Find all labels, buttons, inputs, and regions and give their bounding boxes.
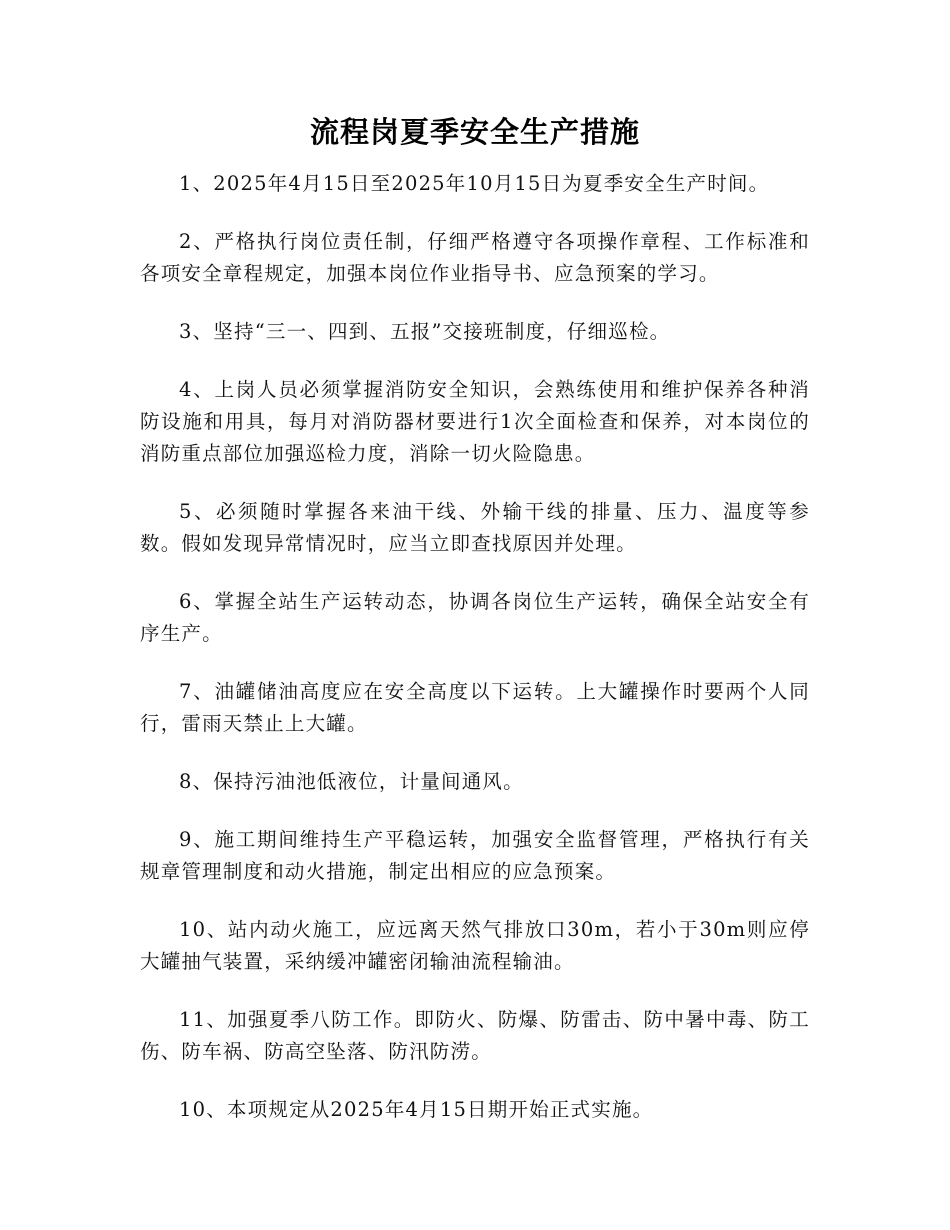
paragraph-6: 6、掌握全站生产运转动态，协调各岗位生产运转，确保全站安全有序生产。 xyxy=(140,590,810,645)
paragraph-12: 10、本项规定从2025年4月15日期开始正式实施。 xyxy=(179,1098,654,1121)
paragraph-9: 9、施工期间维持生产平稳运转，加强安全监督管理，严格执行有关规章管理制度和动火措施，制定出相应的应急预案。 xyxy=(140,828,810,883)
paragraph-1: 1、2025年4月15日至2025年10月15日为夏季安全生产时间。 xyxy=(179,172,770,195)
document-title: 流程岗夏季安全生产措施 xyxy=(309,115,640,149)
paragraph-2: 2、严格执行岗位责任制，仔细严格遵守各项操作章程、工作标准和各项安全章程规定，加强本岗位作业指导书、应急预案的学习。 xyxy=(140,230,810,285)
paragraph-5: 5、必须随时掌握各来油干线、外输干线的排量、压力、温度等参数。假如发现异常情况时，应当立即查找原因并处理。 xyxy=(140,500,810,555)
paragraph-10: 10、站内动火施工，应远离天然气排放口30m，若小于30m则应停大罐抽气装置，采纳缓冲罐密闭输油流程输油。 xyxy=(140,918,810,973)
paragraph-4: 4、上岗人员必须掌握消防安全知识，会熟练使用和维护保养各种消防设施和用具，每月对消防器材要进行1次全面检查和保养，对本岗位的消防重点部位加强巡检力度，消除一切火险隐患。 xyxy=(140,378,810,465)
paragraph-3: 3、坚持“三一、四到、五报”交接班制度，仔细巡检。 xyxy=(179,320,671,343)
paragraph-8: 8、保持污油池低液位，计量间通风。 xyxy=(179,770,524,793)
paragraph-7: 7、油罐储油高度应在安全高度以下运转。上大罐操作时要两个人同行，雷雨天禁止上大罐。 xyxy=(140,680,810,735)
document-body xyxy=(140,168,810,1152)
paragraph-11: 11、加强夏季八防工作。即防火、防爆、防雷击、防中暑中毒、防工伤、防车祸、防高空坠落、防汛防涝。 xyxy=(140,1008,810,1063)
